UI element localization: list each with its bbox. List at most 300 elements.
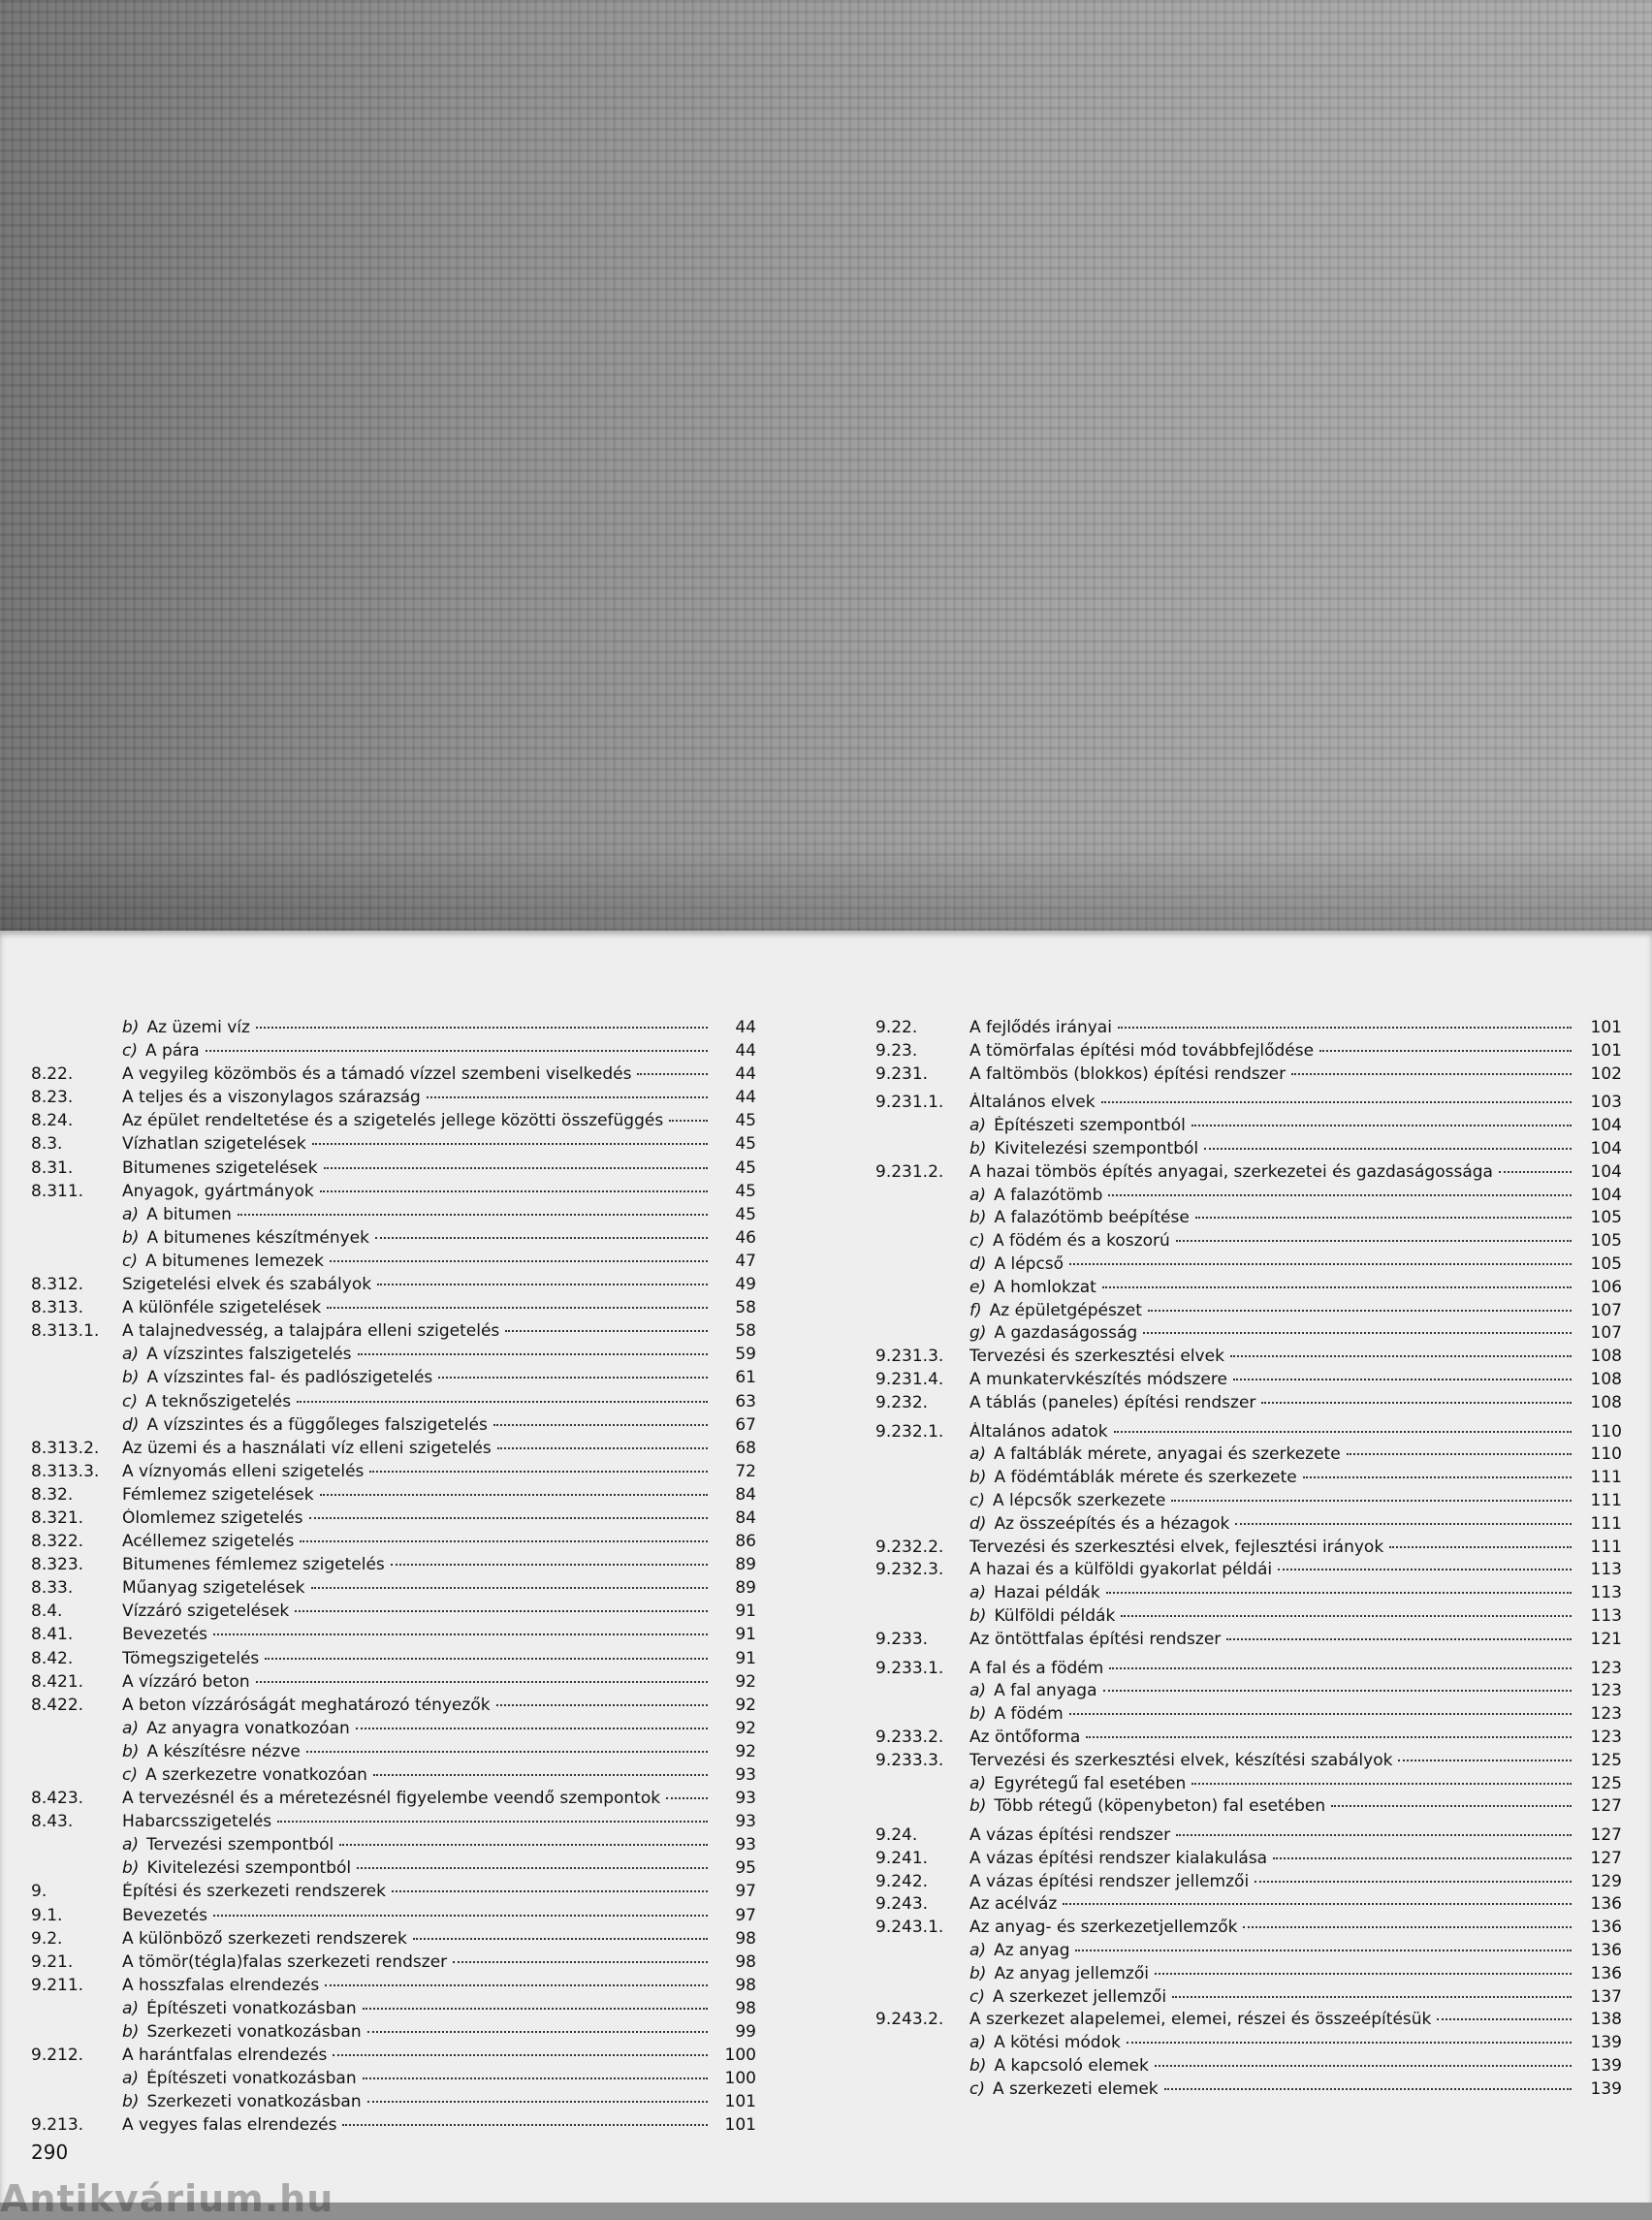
- toc-entry-letter: a): [969, 2033, 987, 2053]
- toc-entry-page: 136: [1590, 1918, 1622, 1938]
- toc-entry-number: 8.321.: [31, 1507, 84, 1528]
- dot-leader: [327, 1307, 708, 1309]
- toc-entry-title: Az anyag- és szerkezetjellemzők: [969, 1918, 1238, 1938]
- toc-entry-page: 45: [735, 1204, 756, 1224]
- toc-entry-title: Általános adatok: [969, 1421, 1108, 1442]
- toc-entry-title: A vázas építési rendszer jellemzői: [969, 1871, 1250, 1891]
- dot-leader: [339, 1844, 708, 1846]
- toc-entry: [31, 1345, 756, 1368]
- toc-entry-body: [122, 1578, 714, 1598]
- dot-leader: [1319, 1050, 1572, 1052]
- toc-entry-body: [969, 1606, 1577, 1626]
- toc-entry-number: 8.43.: [31, 1812, 74, 1832]
- toc-entry-letter: a): [969, 1773, 987, 1793]
- toc-entry-title: Bitumenes fémlemez szigetelés: [122, 1555, 385, 1575]
- toc-entry: [31, 1578, 756, 1602]
- toc-entry-letter: b): [122, 1368, 140, 1388]
- toc-entry-body: [969, 1825, 1577, 1845]
- toc-entry-number: 9.243.1.: [875, 1918, 944, 1938]
- toc-entry-page: 111: [1590, 1490, 1622, 1510]
- toc-entry-title: A födém és a koszorú: [992, 1231, 1170, 1252]
- toc-entry-number: 8.313.3.: [31, 1461, 100, 1481]
- toc-entry-body: [969, 1849, 1577, 1868]
- dot-leader: [1398, 1760, 1572, 1761]
- toc-entry-body: [969, 1681, 1577, 1700]
- toc-entry-page: 104: [1590, 1161, 1622, 1182]
- toc-entry-body: [969, 1796, 1577, 1816]
- dot-leader: [1075, 1950, 1572, 1951]
- toc-entry-body: [969, 1422, 1577, 1442]
- dot-leader: [375, 1237, 708, 1239]
- toc-entry: [875, 1825, 1622, 1849]
- toc-entry: [875, 1041, 1622, 1064]
- toc-entry-page: 44: [735, 1018, 756, 1037]
- toc-entry: [875, 1347, 1622, 1370]
- toc-entry-body: [969, 1162, 1577, 1182]
- toc-entry-title: Építészeti vonatkozásban: [146, 2069, 357, 2089]
- toc-entry-title: Bitumenes szigetelések: [122, 1158, 318, 1178]
- toc-entry-body: [969, 1659, 1577, 1678]
- toc-entry: [875, 1796, 1622, 1820]
- toc-entry-title: A födémtáblák mérete és szerkezete: [994, 1468, 1297, 1488]
- toc-entry-page: 92: [735, 1671, 756, 1692]
- toc-entry-body: [122, 1906, 714, 1925]
- toc-entry: [31, 1041, 756, 1064]
- toc-entry-page: 93: [735, 1789, 756, 1809]
- toc-entry-title: Tervezési és szerkesztési elvek: [969, 1347, 1224, 1367]
- toc-entry: [875, 1393, 1622, 1416]
- toc-entry-body: [122, 1882, 714, 1901]
- toc-entry-body: [122, 1392, 714, 1411]
- toc-entry-title: Kivitelezési szempontból: [994, 1138, 1199, 1158]
- toc-entry-title: Az üzemi víz: [146, 1018, 250, 1037]
- toc-entry-number: 8.23.: [31, 1088, 74, 1108]
- dot-leader: [1114, 1431, 1572, 1433]
- dot-leader: [1086, 1736, 1572, 1738]
- toc-entry-page: 125: [1590, 1750, 1622, 1770]
- toc-entry-title: A tervezésnél és a méretezésnél figyelembe veendő szempontok: [122, 1789, 661, 1809]
- toc-entry-letter: a): [122, 1345, 140, 1365]
- toc-entry-body: [969, 1918, 1577, 1937]
- toc-entry-number: 8.32.: [31, 1484, 74, 1505]
- toc-entry-page: 101: [724, 2092, 756, 2112]
- toc-entry-page: 68: [735, 1438, 756, 1458]
- toc-entry: [875, 1301, 1622, 1324]
- toc-entry-number: 8.24.: [31, 1111, 74, 1131]
- toc-entry-number: 9.23.: [875, 1040, 918, 1061]
- toc-entry-body: [969, 1301, 1577, 1320]
- toc-entry-body: [969, 1894, 1577, 1914]
- toc-entry: [31, 1508, 756, 1532]
- toc-entry-letter: a): [122, 1204, 140, 1224]
- toc-entry: [31, 1719, 756, 1742]
- toc-entry-title: Az öntőforma: [969, 1727, 1081, 1747]
- toc-entry-page: 84: [735, 1484, 756, 1505]
- toc-entry-page: 123: [1590, 1727, 1622, 1747]
- dot-leader: [306, 1751, 708, 1753]
- toc-entry-title: A vegyileg közömbös és a támadó vízzel szembeni viselkedés: [122, 1064, 632, 1085]
- cover-shadow: [0, 843, 1652, 931]
- toc-entry-number: 9.1.: [31, 1905, 63, 1925]
- toc-entry: [31, 1789, 756, 1812]
- toc-entry: [875, 1606, 1622, 1630]
- toc-entry-body: [969, 1231, 1577, 1251]
- dot-leader: [256, 1027, 708, 1029]
- toc-entry-title: Tervezési szempontból: [146, 1835, 334, 1855]
- toc-entry-title: A teljes és a viszonylagos szárazság: [122, 1088, 421, 1108]
- toc-entry-title: A kapcsoló elemek: [994, 2056, 1149, 2077]
- toc-entry-number: 9.211.: [31, 1975, 84, 1995]
- toc-entry-page: 108: [1590, 1392, 1622, 1412]
- toc-entry-title: A készítésre nézve: [146, 1741, 301, 1761]
- toc-entry-letter: c): [969, 1231, 985, 1252]
- dot-leader: [1106, 1592, 1572, 1594]
- toc-entry-title: A szerkezetre vonatkozóan: [144, 1765, 367, 1785]
- dot-leader: [320, 1190, 708, 1192]
- toc-entry-body: [122, 1789, 714, 1808]
- toc-entry-title: Vízzáró szigetelések: [122, 1602, 290, 1622]
- toc-entry: [31, 1649, 756, 1672]
- toc-entry-body: [122, 1415, 714, 1435]
- toc-entry-page: 107: [1590, 1323, 1622, 1344]
- dot-leader: [1499, 1171, 1572, 1173]
- dot-leader: [367, 2031, 708, 2033]
- toc-entry-number: 9.233.: [875, 1629, 929, 1649]
- toc-entry-page: 121: [1590, 1629, 1622, 1649]
- dot-leader: [1389, 1546, 1572, 1548]
- toc-entry-title: Az üzemi és a használati víz elleni szigetelés: [122, 1438, 492, 1458]
- toc-entry: [875, 1894, 1622, 1918]
- toc-entry-title: A fal és a födém: [969, 1658, 1104, 1678]
- toc-entry-page: 63: [735, 1391, 756, 1411]
- dot-leader: [497, 1447, 708, 1449]
- toc-entry: [31, 1205, 756, 1228]
- dot-leader: [325, 1984, 708, 1986]
- dot-leader: [1127, 2042, 1572, 2044]
- toc-entry-number: 9.231.3.: [875, 1347, 944, 1367]
- toc-entry-title: A vízzáró beton: [122, 1671, 250, 1692]
- toc-entry-number: 9.231.2.: [875, 1161, 944, 1182]
- toc-entry-number: 8.422.: [31, 1695, 84, 1715]
- dot-leader: [1103, 1690, 1572, 1692]
- toc-entry: [875, 1964, 1622, 1987]
- toc-entry-body: [122, 1228, 714, 1248]
- toc-entry-page: 45: [735, 1181, 756, 1201]
- toc-entry-number: 9.242.: [875, 1871, 929, 1891]
- toc-entry-title: Anyagok, gyártmányok: [122, 1181, 314, 1201]
- toc-entry-title: A szerkezet alapelemei, elemei, részei és összeépítésük: [969, 2010, 1432, 2030]
- toc-entry: [875, 1849, 1622, 1872]
- toc-entry-body: [969, 1728, 1577, 1747]
- toc-entry: [875, 1560, 1622, 1583]
- toc-entry-body: [122, 1111, 714, 1130]
- toc-entry-number: 9.231.4.: [875, 1369, 944, 1389]
- dot-leader: [333, 2054, 708, 2056]
- dot-leader: [1109, 1667, 1572, 1669]
- toc-entry-letter: e): [969, 1277, 987, 1297]
- toc-entry-body: [122, 2046, 714, 2065]
- toc-entry: [31, 2092, 756, 2115]
- dot-leader: [413, 1938, 708, 1940]
- toc-entry-page: 92: [735, 1741, 756, 1761]
- toc-entry-number: 9.212.: [31, 2046, 84, 2066]
- toc-entry-number: 8.421.: [31, 1671, 84, 1692]
- toc-entry: [875, 2033, 1622, 2056]
- toc-entry-title: Egyrétegű fal esetében: [994, 1773, 1187, 1793]
- toc-entry: [31, 1158, 756, 1182]
- toc-entry-page: 98: [735, 1975, 756, 1995]
- toc-entry-letter: c): [122, 1391, 138, 1411]
- toc-entry-number: 8.322.: [31, 1532, 84, 1552]
- toc-entry-body: [122, 1602, 714, 1621]
- toc-entry-title: Szerkezeti vonatkozásban: [146, 2092, 362, 2112]
- toc-entry-title: A táblás (paneles) építési rendszer: [969, 1392, 1256, 1412]
- toc-entry: [875, 1444, 1622, 1468]
- toc-entry-body: [122, 1508, 714, 1528]
- toc-entry-title: A fal anyaga: [994, 1681, 1097, 1701]
- toc-entry-body: [122, 1345, 714, 1364]
- toc-entry-page: 93: [735, 1835, 756, 1855]
- toc-entry-title: A faltáblák mérete, anyagai és szerkezete: [994, 1444, 1341, 1465]
- toc-entry-body: [969, 1278, 1577, 1297]
- toc-entry-body: [969, 1254, 1577, 1274]
- toc-entry-page: 123: [1590, 1658, 1622, 1678]
- dot-leader: [1101, 1101, 1572, 1103]
- toc-entry-title: Hazai példák: [994, 1583, 1100, 1603]
- toc-entry-title: A hazai tömbös építés anyagai, szerkezetei és gazdaságossága: [969, 1161, 1493, 1182]
- toc-entry-title: Tömegszigetelés: [122, 1648, 260, 1668]
- toc-entry-number: 9.231.: [875, 1063, 929, 1084]
- dot-leader: [1437, 2018, 1572, 2020]
- toc-entry-title: A tömörfalas építési mód továbbfejlődése: [969, 1040, 1315, 1061]
- toc-entry-title: A lépcső: [994, 1253, 1064, 1274]
- toc-entry: [31, 1952, 756, 1976]
- toc-entry-letter: b): [122, 1741, 140, 1761]
- toc-entry-title: Bevezetés: [122, 1905, 208, 1925]
- toc-entry: [31, 1882, 756, 1905]
- toc-entry-number: 8.311.: [31, 1181, 84, 1201]
- toc-entry-body: [122, 1999, 714, 2018]
- toc-entry: [31, 1696, 756, 1719]
- toc-entry-body: [122, 2069, 714, 2088]
- dot-leader: [324, 1167, 708, 1169]
- toc-entry-body: [122, 1532, 714, 1551]
- toc-entry-title: Általános elvek: [969, 1093, 1096, 1113]
- toc-entry-letter: d): [969, 1253, 987, 1274]
- dot-leader: [1226, 1638, 1572, 1640]
- toc-entry-letter: a): [969, 1116, 987, 1136]
- toc-entry-number: 9.233.3.: [875, 1750, 944, 1770]
- toc-entry-title: A fejlődés irányai: [969, 1018, 1112, 1037]
- toc-entry: [875, 1630, 1622, 1653]
- toc-entry: [31, 1906, 756, 1929]
- toc-entry-number: 9.231.1.: [875, 1093, 944, 1113]
- toc-entry-body: [122, 1625, 714, 1644]
- toc-entry-page: 98: [735, 1951, 756, 1972]
- toc-entry-page: 45: [735, 1158, 756, 1178]
- toc-entry-number: 8.42.: [31, 1648, 74, 1668]
- toc-entry-page: 89: [735, 1578, 756, 1599]
- dot-leader: [357, 1867, 708, 1869]
- toc-entry-body: [969, 1630, 1577, 1649]
- toc-entry-body: [969, 1064, 1577, 1084]
- toc-entry-body: [122, 1858, 714, 1878]
- toc-entry: [875, 1583, 1622, 1606]
- toc-entry-number: 8.423.: [31, 1789, 84, 1809]
- toc-entry-title: A talajnedvesség, a talajpára elleni szigetelés: [122, 1321, 500, 1342]
- toc-entry-letter: b): [969, 1208, 987, 1228]
- toc-entry-body: [122, 1064, 714, 1084]
- toc-entry-number: 9.232.: [875, 1392, 929, 1412]
- toc-entry-page: 136: [1590, 1894, 1622, 1915]
- toc-entry-body: [969, 1538, 1577, 1557]
- toc-entry-number: 9.21.: [31, 1951, 74, 1972]
- dot-leader: [356, 1728, 708, 1729]
- toc-entry-title: A víznyomás elleni szigetelés: [122, 1461, 365, 1481]
- dot-leader: [637, 1073, 708, 1075]
- toc-entry-page: 44: [735, 1088, 756, 1108]
- toc-entry-page: 103: [1590, 1093, 1622, 1113]
- toc-entry: [875, 1231, 1622, 1254]
- toc-entry: [875, 1941, 1622, 1964]
- toc-entry-page: 91: [735, 1648, 756, 1668]
- toc-entry-number: 9.232.2.: [875, 1537, 944, 1557]
- toc-entry: [31, 1742, 756, 1765]
- toc-entry-body: [122, 2092, 714, 2111]
- toc-entry-body: [122, 1812, 714, 1831]
- toc-entry-page: 127: [1590, 1848, 1622, 1868]
- toc-entry: [31, 1252, 756, 1275]
- toc-entry: [31, 1602, 756, 1625]
- book-cover-background: [0, 0, 1652, 931]
- page-number: 290: [31, 2141, 69, 2164]
- dot-leader: [1204, 1148, 1572, 1150]
- toc-entry-page: 139: [1590, 2078, 1622, 2099]
- dot-leader: [1063, 1903, 1572, 1905]
- toc-entry: [875, 1323, 1622, 1347]
- toc-entry-body: [969, 1941, 1577, 1960]
- toc-entry-letter: a): [969, 1583, 987, 1603]
- toc-entry-title: A szerkezeti elemek: [992, 2078, 1159, 2099]
- toc-entry-page: 110: [1590, 1421, 1622, 1442]
- toc-entry-page: 101: [1590, 1040, 1622, 1061]
- toc-entry-page: 127: [1590, 1825, 1622, 1846]
- toc-entry-body: [122, 1018, 714, 1037]
- dot-leader: [311, 1587, 708, 1589]
- toc-entry: [875, 1468, 1622, 1491]
- toc-entry-title: A pára: [144, 1041, 200, 1062]
- toc-entry-page: 123: [1590, 1704, 1622, 1725]
- toc-entry-page: 91: [735, 1602, 756, 1622]
- dot-leader: [438, 1377, 708, 1379]
- toc-entry-number: 9.233.2.: [875, 1727, 944, 1747]
- toc-entry-body: [969, 1872, 1577, 1891]
- toc-entry-title: A kötési módok: [994, 2033, 1121, 2053]
- toc-entry: [31, 1672, 756, 1696]
- toc-entry-page: 67: [735, 1414, 756, 1435]
- toc-entry: [31, 2022, 756, 2046]
- toc-entry-title: A különféle szigetelések: [122, 1298, 322, 1318]
- toc-entry-number: 9.22.: [875, 1018, 918, 1037]
- toc-entry-body: [122, 1368, 714, 1387]
- toc-entry-letter: a): [969, 1681, 987, 1701]
- toc-entry: [31, 2046, 756, 2069]
- dot-leader: [427, 1096, 708, 1098]
- toc-entry-body: [969, 1116, 1577, 1135]
- toc-entry-number: 9.232.1.: [875, 1421, 944, 1442]
- watermark: Antikvárium.hu: [0, 2177, 334, 2220]
- dot-leader: [295, 1610, 708, 1612]
- toc-entry-page: 97: [735, 1905, 756, 1925]
- dot-leader: [453, 1961, 708, 1963]
- toc-entry: [875, 1728, 1622, 1751]
- toc-entry: [31, 1439, 756, 1462]
- dot-leader: [330, 1260, 708, 1262]
- toc-entry-page: 137: [1590, 1986, 1622, 2007]
- toc-entry-title: Szerkezeti vonatkozásban: [146, 2022, 362, 2043]
- toc-entry-number: 9.213.: [31, 2115, 84, 2136]
- toc-entry: [31, 1835, 756, 1858]
- dot-leader: [1261, 1402, 1572, 1404]
- toc-entry-page: 139: [1590, 2056, 1622, 2077]
- toc-entry-title: A tömör(tégla)falas szerkezeti rendszer: [122, 1951, 448, 1972]
- toc-entry-body: [969, 2056, 1577, 2076]
- dot-leader: [373, 1774, 708, 1776]
- toc-entry: [875, 1093, 1622, 1116]
- toc-entry-title: A lépcsők szerkezete: [992, 1490, 1166, 1510]
- toc-entry-body: [122, 2115, 714, 2135]
- dot-leader: [1118, 1027, 1572, 1029]
- toc-entry-title: A vízszintes és a függőleges falszigetelés: [146, 1414, 488, 1435]
- toc-entry-body: [969, 1751, 1577, 1770]
- toc-entry: [875, 1370, 1622, 1393]
- toc-entry-page: 105: [1590, 1253, 1622, 1274]
- toc-entry-body: [122, 1321, 714, 1341]
- toc-entry-letter: b): [969, 1138, 987, 1158]
- toc-entry-body: [969, 1186, 1577, 1205]
- toc-entry-body: [969, 1093, 1577, 1112]
- toc-entry: [875, 2010, 1622, 2033]
- toc-entry-body: [122, 1719, 714, 1738]
- dot-leader: [1331, 1805, 1572, 1807]
- dot-leader: [1069, 1713, 1572, 1715]
- toc-entry-body: [969, 1987, 1577, 2007]
- dot-leader: [206, 1050, 708, 1052]
- toc-entry-number: 8.313.1.: [31, 1321, 100, 1342]
- dot-leader: [367, 2101, 708, 2103]
- toc-entry-title: Az anyag jellemzői: [994, 1963, 1149, 1983]
- toc-entry-letter: b): [122, 1018, 140, 1037]
- toc-entry-page: 107: [1590, 1300, 1622, 1320]
- toc-entry-body: [969, 1491, 1577, 1510]
- toc-entry-title: A beton vízzáróságát meghatározó tényezők: [122, 1695, 491, 1715]
- toc-entry: [875, 1918, 1622, 1941]
- toc-column-right: [875, 1018, 1622, 2103]
- toc-entry-letter: a): [969, 1185, 987, 1205]
- toc-entry-body: [969, 2010, 1577, 2029]
- toc-entry-page: 111: [1590, 1537, 1622, 1557]
- toc-entry-page: 102: [1590, 1063, 1622, 1084]
- toc-entry-title: Az anyagra vonatkozóan: [146, 1718, 350, 1738]
- toc-entry-letter: d): [122, 1414, 140, 1435]
- toc-entry-letter: b): [122, 1227, 140, 1248]
- dot-leader: [320, 1494, 708, 1496]
- toc-entry-title: Tervezési és szerkesztési elvek, készítési szabályok: [969, 1750, 1393, 1770]
- toc-entry-title: Az acélváz: [969, 1894, 1058, 1915]
- toc-entry: [31, 1625, 756, 1648]
- toc-entry-title: A gazdaságosság: [994, 1323, 1138, 1344]
- toc-entry-number: 9.243.: [875, 1894, 929, 1915]
